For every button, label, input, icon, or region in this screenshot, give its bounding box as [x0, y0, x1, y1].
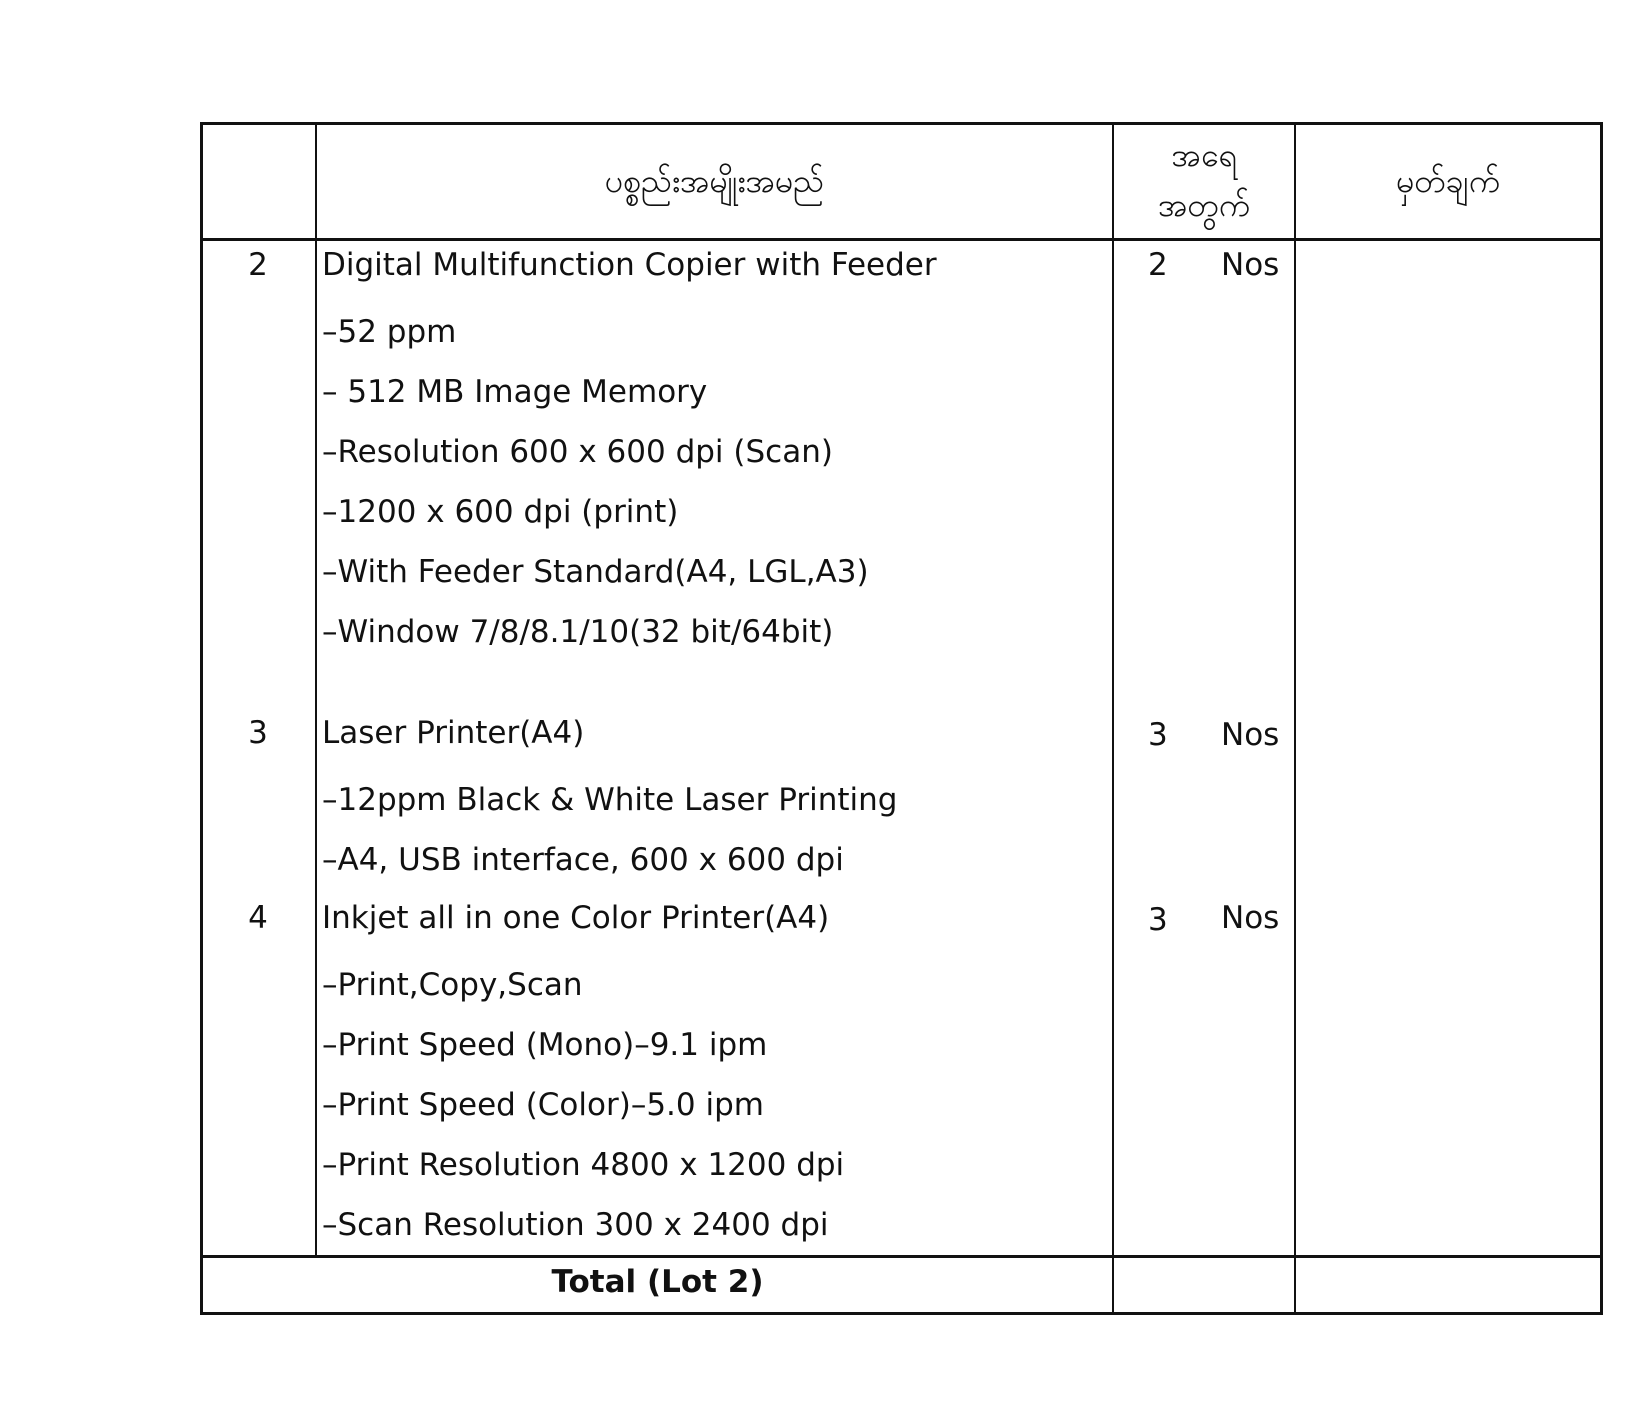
item-quantity: 3: [1148, 717, 1168, 753]
item-spec: –Print Speed (Color)–5.0 ipm: [322, 1087, 764, 1123]
item-unit: Nos: [1221, 247, 1280, 283]
header-quantity-line2: အတွက်: [1158, 186, 1250, 224]
header-divider: [203, 238, 1600, 241]
item-spec: –12ppm Black & White Laser Printing: [322, 782, 898, 818]
item-quantity: 3: [1148, 902, 1168, 938]
total-divider: [203, 1255, 1600, 1258]
total-label: Total (Lot 2): [551, 1264, 764, 1300]
item-spec: –Resolution 600 x 600 dpi (Scan): [322, 434, 833, 470]
column-divider: [315, 125, 317, 1258]
header-remarks: မှတ်ချက်: [1396, 162, 1500, 200]
item-title: Laser Printer(A4): [322, 715, 585, 751]
item-spec: –A4, USB interface, 600 x 600 dpi: [322, 842, 844, 878]
item-title: Digital Multifunction Copier with Feeder: [322, 247, 937, 283]
item-number: 4: [248, 900, 268, 936]
item-number: 3: [248, 715, 268, 751]
column-divider: [1112, 125, 1114, 1312]
header-quantity-line1: အရေ: [1171, 136, 1237, 174]
item-quantity: 2: [1148, 247, 1168, 283]
procurement-table: [200, 122, 1603, 1315]
item-unit: Nos: [1221, 900, 1280, 936]
item-number: 2: [248, 247, 268, 283]
header-item-name: ပစ္စည်းအမျိုးအမည်: [604, 162, 825, 200]
item-spec: –1200 x 600 dpi (print): [322, 494, 679, 530]
item-spec: –With Feeder Standard(A4, LGL,A3): [322, 554, 869, 590]
column-divider: [1294, 125, 1296, 1312]
item-spec: –Scan Resolution 300 x 2400 dpi: [322, 1207, 829, 1243]
item-spec: –Print,Copy,Scan: [322, 967, 583, 1003]
item-spec: –52 ppm: [322, 314, 457, 350]
item-spec: –Print Speed (Mono)–9.1 ipm: [322, 1027, 768, 1063]
item-spec: –Print Resolution 4800 x 1200 dpi: [322, 1147, 845, 1183]
item-spec: – 512 MB Image Memory: [322, 374, 708, 410]
item-spec: –Window 7/8/8.1/10(32 bit/64bit): [322, 614, 834, 650]
item-unit: Nos: [1221, 717, 1280, 753]
item-title: Inkjet all in one Color Printer(A4): [322, 900, 830, 936]
